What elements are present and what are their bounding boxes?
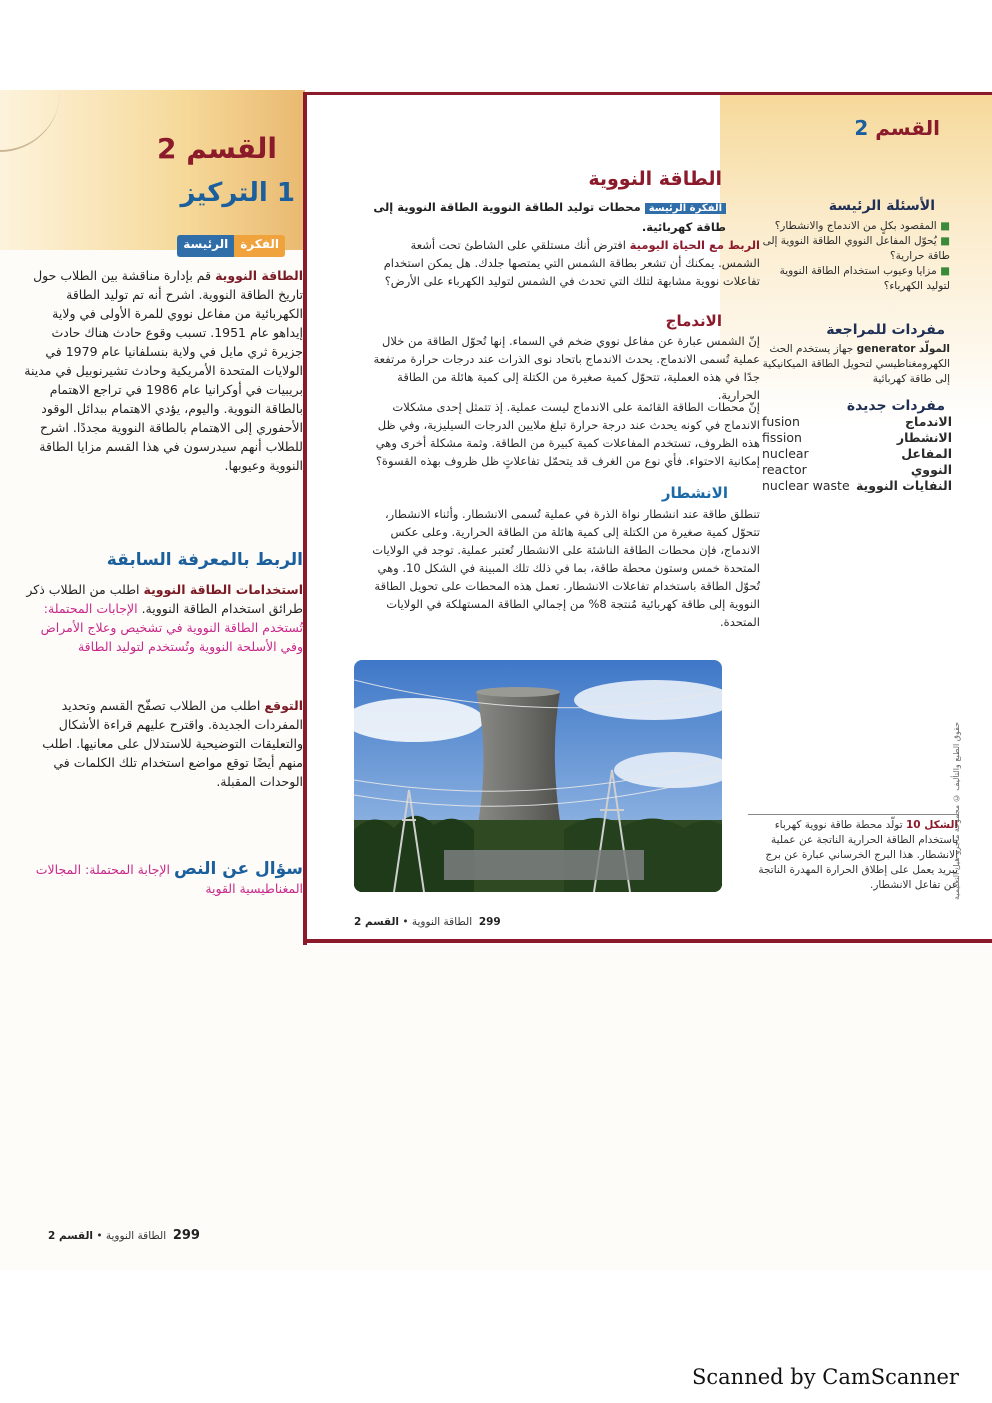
vocab-english: nuclear waste <box>762 478 850 493</box>
main-idea-tag: الفكرة الرئيسة <box>177 235 285 257</box>
teacher-footer: 299 الطاقة النووية • القسم 2 <box>48 1228 200 1243</box>
copyright-credit: حقوق الطبع والتأليف © مجموعة ماجرو-هيل التعليمية <box>952 721 961 900</box>
key-question-3: ■ مزايا وعيوب استخدام الطاقة النووية لتوليد الكهرباء؟ <box>779 265 950 292</box>
new-vocab-list <box>762 414 952 494</box>
vocab-item <box>762 430 952 446</box>
lesson-title: الطاقة النووية <box>588 168 722 190</box>
page-bottom-border <box>303 939 992 943</box>
review-vocab-entry: المولّد generator جهاز يستخدم الحث الكهرومغناطيسي لتحويل الطاقة الميكانيكية إلى طاقة كهربائية <box>762 343 950 385</box>
vocab-arabic: النفايات النووية <box>855 478 952 493</box>
focus-heading: 1 التركيز <box>180 178 295 208</box>
new-vocab-heading: مفردات جديدة <box>846 398 945 414</box>
key-question-1: ■ المقصود بكلٍ من الاندماج والانشطار؟ <box>774 220 950 232</box>
camscanner-watermark: Scanned by CamScanner <box>692 1365 959 1389</box>
vocab-english: fusion <box>762 414 800 429</box>
vocab-english: nuclear reactor <box>762 446 809 477</box>
fission-heading: الانشطار <box>661 484 728 502</box>
predict-paragraph: التوقع اطلب من الطلاب تصفّح القسم وتحديد المفردات الجديدة. واقترح عليهم قراءة الأشكال والتعليقات التوضيحية للاستدلال على معانيها. اطلب منهم أيضًا توقع مواضع استخدام تلك الكلمات في الوحدات المقبلة. <box>42 698 303 789</box>
figure-caption: الشكل 10 تولّد محطة طاقة نووية كهرباء باستخدام الطاقة الحرارية الناتجة عن عملية الانشطار. هذا البرج الخرساني عبارة عن برج تبريد يعمل على إطلاق الحرارة المهدرة الناتجة عن تفاعل الانشطار. <box>758 819 958 891</box>
vocab-item <box>762 446 952 478</box>
prior-knowledge-heading: الربط بالمعرفة السابقة <box>106 550 303 570</box>
vocab-arabic: الاندماج <box>905 414 952 429</box>
teacher-column <box>0 90 305 1270</box>
fission-paragraph: تنطلق طاقة عند انشطار نواة الذرة في عملية تُسمى الانشطار. وأثناء الانشطار، تتحوّل كمية صغيرة من الكتلة إلى كمية هائلة من الطاقة الحرارية. وعلى عكس الاندماج، فإن محطات الطاقة الناشئة على الانشطار تُعتبر عملية. توجد في الولايات المتحدة خمس وستون محطة طاقة، بما في ذلك تلك المبينة في الشكل 10. وهي تُحوّل الطاقة باستخدام تفاعلات الانشطار. تعمل هذه المحطات على تحويل الطاقة النووية إلى طاقة كهربائية مُنتجة 8% من إجمالي الطاقة المستهلكة في الولايات المتحدة. <box>372 507 760 629</box>
review-vocab-heading: مفردات للمراجعة <box>826 322 945 338</box>
fusion-paragraph-2: إنّ محطات الطاقة القائمة على الاندماج ليست عملية. إذ تتمثل إحدى مشكلات الاندماج في كونه يحدث عند درجة حرارة تبلغ ملايين الدرجات السيليزية، وفي ظل هذه الظروف، تستخدم المفاعلات كمية كبيرة من الطاقة. وثمة مشكلة أخرى وهي إمكانية الاحتواء. فأي نوع من الغرف قد يتحمّل تفاعلاتٍ ظل ظروف بهذه القسوة؟ <box>375 400 760 468</box>
vocab-arabic: المفاعل النووي <box>901 446 952 477</box>
page-section-title: القسم 2 <box>854 116 940 140</box>
fusion-heading: الاندماج <box>665 312 722 330</box>
key-question-2: ■ يُحوّل المفاعل النووي الطاقة النووية إلى طاقة حرارية؟ <box>762 235 950 262</box>
real-world-paragraph: الربط مع الحياة اليومية افترض أنك مستلقي على الشاطئ تحت أشعة الشمس. يمكنك أن تشعر بطاقة الشمس التي يمتصها جلدك. هل يمكن استخدام تفاعلات نووية مشابهة لتلك التي تحدث في الشمس لتوليد الكهرباء على الأرض؟ <box>383 238 760 288</box>
vocab-item <box>762 414 952 430</box>
text-question: سؤال عن النص الإجابة المحتملة: المجالات المغناطيسية القوية <box>35 859 303 896</box>
nuclear-history-paragraph: الطاقة النووية قم بإدارة مناقشة بين الطلاب حول تاريخ الطاقة النووية. اشرح أنه تم توليد الطاقة الكهربائية من مفاعل نووي للمرة الأولى في ولاية إيداهو عام 1951. تسبب وقوع حادث هناك حادث جزيرة ثري مايل في ولاية بنسلفانيا عام 1979 في الولايات المتحدة الأمريكية وحادث تشيرنوبيل في مدينة بريبيات في أوكرانيا عام 1986 في تراجع الاهتمام بالطاقة النووية. واليوم، يؤدي الاهتمام ببدائل الوقود الأحفوري إلى الاهتمام بالطاقة النووية مجددًا. اشرح للطلاب أنهم سيدرسون في هذا القسم مزايا الطاقة النووية وعيوبها. <box>24 268 303 473</box>
fusion-paragraph-1: إنّ الشمس عبارة عن مفاعل نووي ضخم في السماء. إنها تُحوّل الطاقة من خلال عملية تُسمى الاندماج. يحدث الاندماج باتحاد نوى الذرات عند درجات حرارة مرتفعة جدًا في هذه العملية، تتحوّل كمية صغيرة من الكتلة إلى كمية هائلة من الطاقة الحرارية. <box>373 334 760 402</box>
cooling-tower-image <box>354 660 722 892</box>
main-idea-badge: الفكرة الرئيسة <box>645 203 726 214</box>
page-footer: 299 الطاقة النووية • القسم 2 <box>354 916 501 928</box>
figure-10-photo <box>354 660 722 892</box>
vocab-arabic: الانشطار <box>896 430 952 445</box>
uses-paragraph: استخدامات الطاقة النووية اطلب من الطلاب ذكر طرائق استخدام الطاقة النووية. الإجابات المحتملة: تُستخدم الطاقة النووية في تشخيص وعلاج الأمراض وفي الأسلحة النووية وتُستخدم لتوليد الطاقة <box>26 582 303 654</box>
main-idea: الفكرة الرئيسة محطات توليد الطاقة النووية الطاقة النووية إلى طاقة كهربائية. <box>373 200 726 234</box>
key-questions-list <box>760 219 950 294</box>
vocab-english: fission <box>762 430 802 445</box>
caption-rule <box>748 814 958 815</box>
teacher-section-title: القسم 2 <box>157 132 277 165</box>
vocab-item <box>762 478 952 494</box>
key-questions-heading: الأسئلة الرئيسة <box>828 198 935 214</box>
